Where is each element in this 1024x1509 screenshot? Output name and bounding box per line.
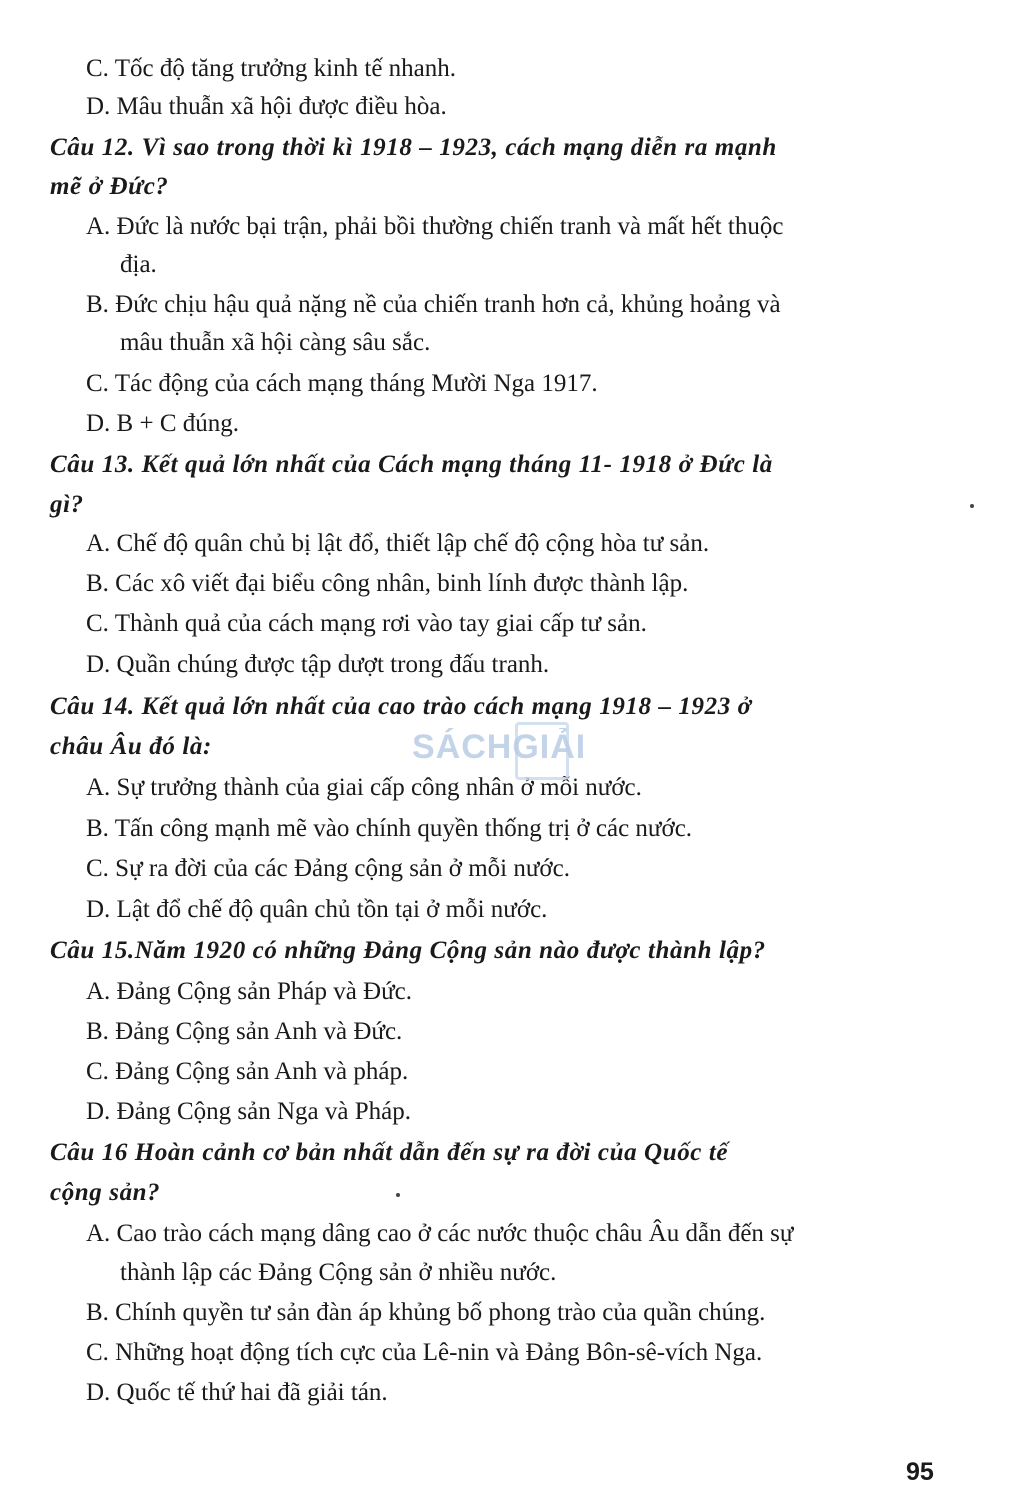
option-11d: D. Mâu thuẫn xã hội được điều hòa.	[86, 93, 447, 120]
option-15a: A. Đảng Cộng sản Pháp và Đức.	[86, 978, 413, 1005]
option-15d: D. Đảng Cộng sản Nga và Pháp.	[86, 1098, 411, 1125]
option-16d: D. Quốc tế thứ hai đã giải tán.	[86, 1379, 388, 1406]
question-13-heading: Câu 13. Kết quả lớn nhất của Cách mạng tháng 11- 1918 ở Đức là	[50, 451, 773, 478]
watermark-frame	[515, 722, 569, 780]
option-16c: C. Những hoạt động tích cực của Lê-nin và Đảng Bôn-sê-vích Nga.	[86, 1339, 763, 1366]
option-13c: C. Thành quả của cách mạng rơi vào tay giai cấp tư sản.	[86, 610, 647, 637]
option-13d: D. Quần chúng được tập dượt trong đấu tranh.	[86, 651, 550, 678]
option-16a: A. Cao trào cách mạng dâng cao ở các nước thuộc châu Âu dẫn đến sự	[86, 1220, 794, 1247]
question-16-heading-cont: cộng sản?	[50, 1179, 161, 1206]
question-16-heading: Câu 16 Hoàn cảnh cơ bản nhất dẫn đến sự ra đời của Quốc tế	[50, 1139, 729, 1166]
option-12b: B. Đức chịu hậu quả nặng nề của chiến tranh hơn cả, khủng hoảng và	[86, 291, 781, 318]
scan-speck	[970, 504, 974, 508]
option-14b: B. Tấn công mạnh mẽ vào chính quyền thống trị ở các nước.	[86, 815, 693, 842]
question-12-heading: Câu 12. Vì sao trong thời kì 1918 – 1923, cách mạng diễn ra mạnh	[50, 134, 777, 161]
option-14d: D. Lật đổ chế độ quân chủ tồn tại ở mỗi nước.	[86, 896, 548, 923]
option-11c: C. Tốc độ tăng trưởng kinh tế nhanh.	[86, 55, 457, 82]
option-12c: C. Tác động của cách mạng tháng Mười Nga 1917.	[86, 370, 598, 397]
watermark-text: SÁCHGIẢI	[412, 728, 587, 766]
option-15b: B. Đảng Cộng sản Anh và Đức.	[86, 1018, 403, 1045]
option-16a-cont: thành lập các Đảng Cộng sản ở nhiều nước.	[120, 1259, 557, 1286]
watermark-logo	[412, 720, 627, 780]
option-12d: D. B + C đúng.	[86, 410, 240, 437]
option-12a: A. Đức là nước bại trận, phải bồi thường chiến tranh và mất hết thuộc	[86, 213, 784, 240]
scan-speck	[396, 1193, 400, 1197]
option-15c: C. Đảng Cộng sản Anh và pháp.	[86, 1058, 409, 1085]
option-12a-cont: địa.	[120, 251, 157, 278]
question-15-heading: Câu 15.Năm 1920 có những Đảng Cộng sản nào được thành lập?	[50, 937, 766, 964]
option-13a: A. Chế độ quân chủ bị lật đổ, thiết lập chế độ cộng hòa tư sản.	[86, 530, 710, 557]
option-14a: A. Sự trưởng thành của giai cấp công nhân ở mỗi nước.	[86, 774, 642, 801]
question-14-heading: Câu 14. Kết quả lớn nhất của cao trào cách mạng 1918 – 1923 ở	[50, 693, 752, 720]
page-number: 95	[906, 1458, 934, 1486]
option-12b-cont: mâu thuẫn xã hội càng sâu sắc.	[120, 329, 431, 356]
question-14-heading-cont: châu Âu đó là:	[50, 733, 212, 760]
option-14c: C. Sự ra đời của các Đảng cộng sản ở mỗi nước.	[86, 855, 570, 882]
option-16b: B. Chính quyền tư sản đàn áp khủng bố phong trào của quần chúng.	[86, 1299, 766, 1326]
question-12-heading-cont: mẽ ở Đức?	[50, 173, 169, 200]
question-13-heading-cont: gì?	[50, 491, 84, 518]
option-13b: B. Các xô viết đại biểu công nhân, binh lính được thành lập.	[86, 570, 689, 597]
